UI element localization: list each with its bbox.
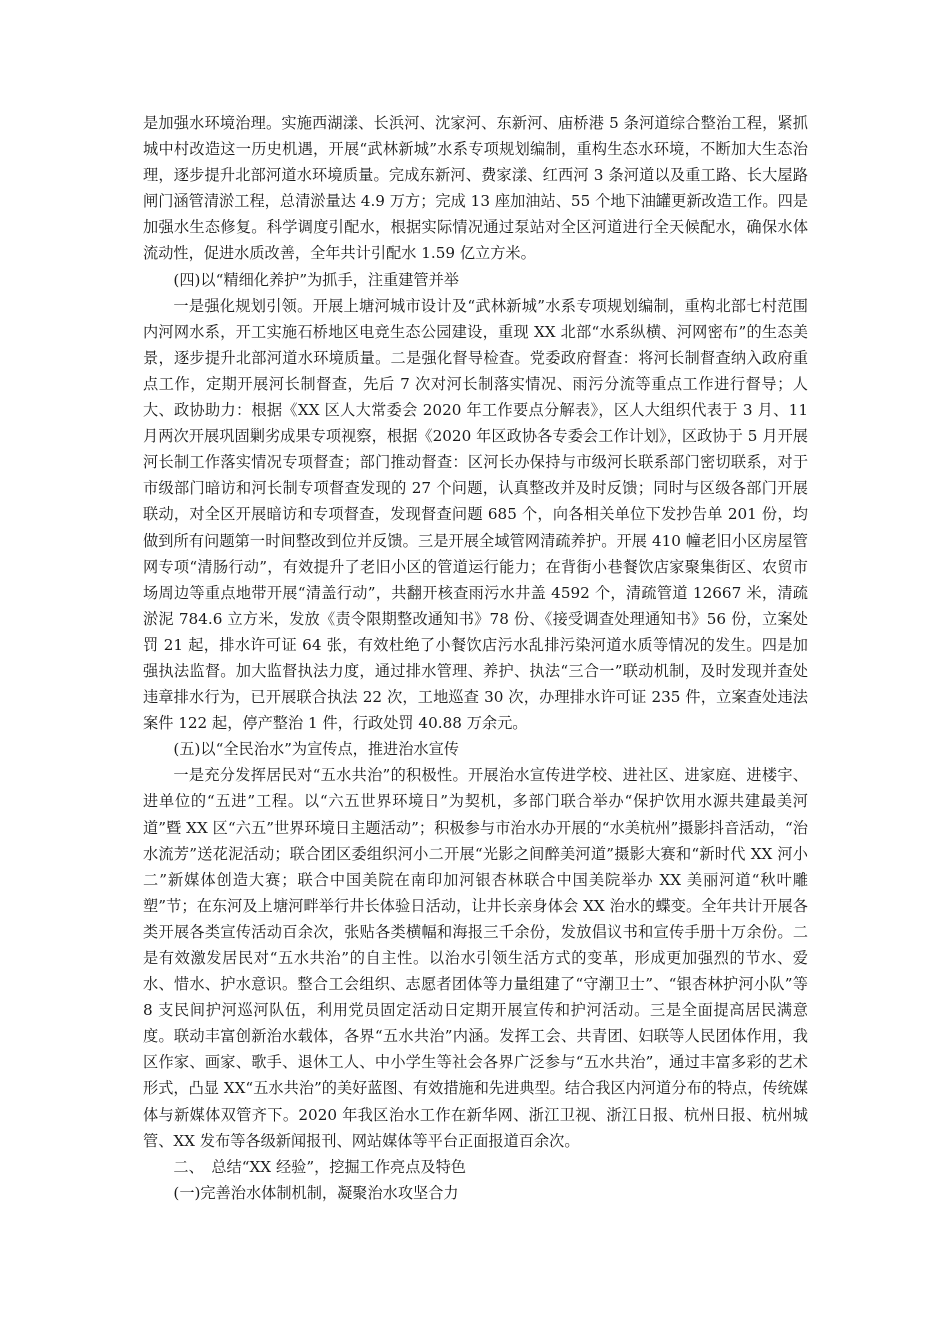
paragraph-maintenance: 一是强化规划引领。开展上塘河城市设计及“武林新城”水系专项规划编制，重构北部七村范围内河网水系，开工实施石桥地区电竞生态公园建设，重现 XX 北部“水系纵横、河网密布”的生态美景，逐步提升北部河道水环境质量。二是强化督导检查。党委政府督查：将河长制督查纳入政府重点工作，定期开展河长制督查，先后 7 次对河长制落实情况、雨污分流等重点工作进行督导；人大、政协助力：根据《XX 区人大常委会 2020 年工作要点分解表》，区人大组织代表于 3 月、11 月两次开展巩固剿劣成果专项视察，根据《2020 年区政协各专委会工作计划》，区政协于 5 月开展河长制工作落实情况专项督查；部门推动督查：区河长办保持与市级河长联系部门密切联系，对于市级部门暗访和河长制专项督查发现的 27 个问题，认真整改并及时反馈；同时与区级各部门开展联动，对全区开展暗访和专项督查，发现督查问题 685 个，向各相关单位下发抄告单 201 份，均做到所有问题第一时间整改到位并反馈。三是开展全域管网清疏养护。开展 410 幢老旧小区房屋管网专项“清肠行动”，有效提升了老旧小区的管道运行能力；在背街小巷餐饮店家聚集街区、农贸市场周边等重点地带开展“清盖行动”，共翻开核查雨污水井盖 4592 个，清疏管道 12667 米，清疏淤泥 784.6 立方米，发放《责令限期整改通知书》78 份、《接受调查处理通知书》56 份，立案处罚 21 起，排水许可证 64 张，有效杜绝了小餐饮店污水乱排污染河道水质等情况的发生。四是加强执法监督。加大监督执法力度，通过排水管理、养护、执法“三合一”联动机制，及时发现并查处违章排水行为，已开展联合执法 22 次，工地巡查 30 次，办理排水许可证 235 件，立案查处违法案件 122 起，停产整治 1 件，行政处罚 40.88 万余元。 [143, 296, 808, 733]
chapter-heading-2: 二、 总结“XX 经验”，挖掘工作亮点及特色 [173, 1157, 466, 1176]
section-heading-5: (五)以“全民治水”为宣传点，推进治水宣传 [173, 740, 459, 759]
section-heading-1: (一)完善治水体制机制，凝聚治水攻坚合力 [173, 1183, 459, 1202]
document-body [143, 110, 808, 1206]
paragraph-publicity: 一是充分发挥居民对“五水共治”的积极性。开展治水宣传进学校、进社区、进家庭、进楼宇、进单位的“五进”工程。以“六五世界环境日”为契机，多部门联合举办“保护饮用水源共建最美河道”暨 XX 区“六五”世界环境日主题活动”；积极参与市治水办开展的“水美杭州”摄影抖音活动，“治水流芳”送花泥活动；联合团区委组织河小二开展“光影之间醉美河道”摄影大赛和“新时代 XX 河小二”新媒体创造大赛；联合中国美院在南印加河银杏林联合中国美院举办 XX 美丽河道“秋叶雕塑”节；在东河及上塘河畔举行井长体验日活动，让井长亲身体会 XX 治水的蝶变。全年共计开展各类开展各类宣传活动百余次，张贴各类横幅和海报三千余份，发放倡议书和宣传手册十万余份。二是有效激发居民对“五水共治”的自主性。以治水引领生活方式的变革，形成更加强烈的节水、爱水、惜水、护水意识。整合工会组织、志愿者团体等力量组建了“守潮卫士”、“银杏林护河小队”等 8 支民间护河巡河队伍，利用党员固定活动日定期开展宣传和护河活动。三是全面提高居民满意度。联动丰富创新治水载体，各界“五水共治”内涵。发挥工会、共青团、妇联等人民团体作用，我区作家、画家、歌手、退休工人、中小学生等社会各界广泛参与“五水共治”，通过丰富多彩的艺术形式，凸显 XX“五水共治”的美好蓝图、有效措施和先进典型。结合我区内河道分布的特点，传统媒体与新媒体双管齐下。2020 年我区治水工作在新华网、浙江卫视、浙江日报、杭州日报、杭州城管、XX 发布等各级新闻报刊、网站媒体等平台正面报道百余次。 [143, 766, 808, 1150]
paragraph-water-environment: 是加强水环境治理。实施西湖漾、长浜河、沈家河、东新河、庙桥港 5 条河道综合整治工程，紧抓城中村改造这一历史机遇，开展“武林新城”水系专项规划编制，重构生态水环境，不断加大生态治理，逐步提升北部河道水环境质量。完成东新河、费家漾、红西河 3 条河道以及重工路、长大屋路闸门涵管清淤工程，总清淤量达 4.9 万方；完成 13 座加油站、55 个地下油罐更新改造工作。四是加强水生态修复。科学调度引配水，根据实际情况通过泵站对全区河道进行全天候配水，确保水体流动性，促进水质改善，全年共计引配水 1.59 亿立方米。 [143, 114, 808, 263]
section-heading-4: (四)以“精细化养护”为抓手，注重建管并举 [173, 270, 459, 289]
